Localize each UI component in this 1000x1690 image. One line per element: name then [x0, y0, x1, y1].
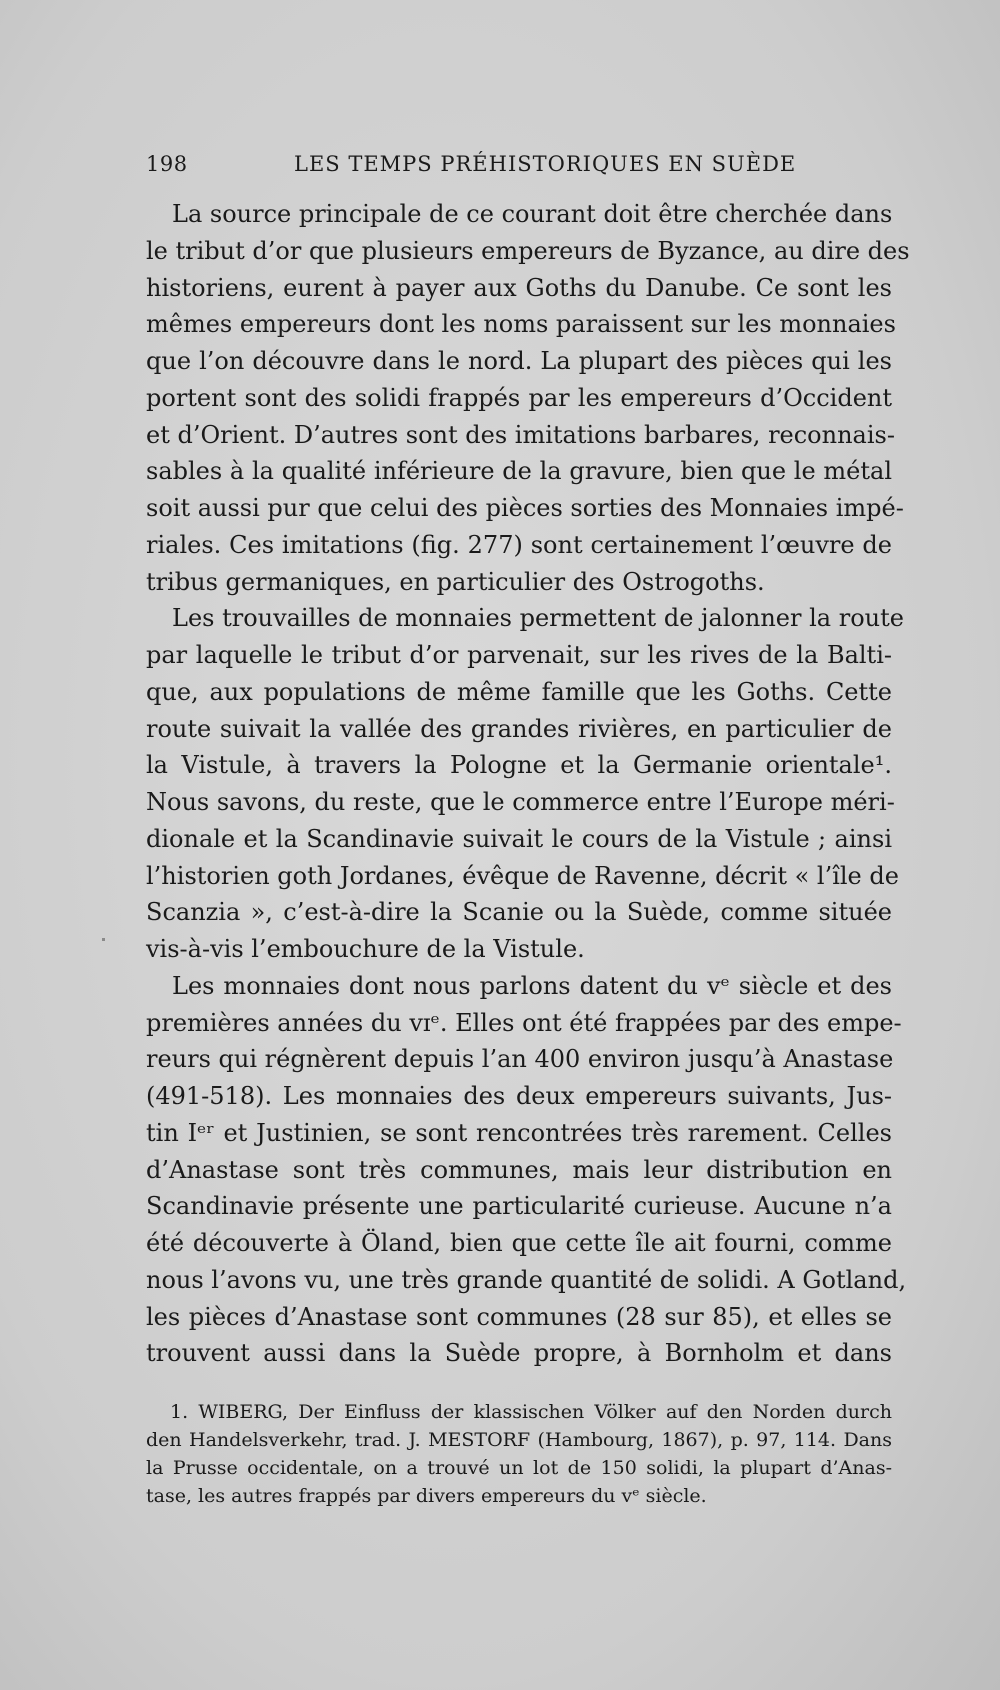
text-line: que, aux populations de même famille que les Goths. Cette: [146, 677, 892, 706]
page-number: 198: [146, 152, 188, 176]
text-line: le tribut d’or que plusieurs empereurs de Byzance, au dire des: [146, 236, 910, 265]
text-line: premières années du vɪᵉ. Elles ont été frappées par des empe-: [146, 1008, 902, 1037]
text-line: par laquelle le tribut d’or parvenait, sur les rives de la Balti-: [146, 641, 892, 669]
text-line: trouvent aussi dans la Suède propre, à Bornholm et dans: [146, 1339, 892, 1368]
text-line: sables à la qualité inférieure de la gravure, bien que le métal: [146, 457, 892, 486]
text-line: Les monnaies dont nous parlons datent du vᵉ siècle et des: [172, 971, 892, 1000]
text-line: portent sont des solidi frappés par les empereurs d’Occident: [146, 383, 892, 412]
footnotes: [146, 1398, 892, 1510]
text-line: été découverte à Öland, bien que cette île ait fourni, comme: [146, 1229, 892, 1257]
running-title: LES TEMPS PRÉHISTORIQUES EN SUÈDE: [294, 152, 797, 176]
text-line: historiens, eurent à payer aux Goths du Danube. Ce sont les: [146, 273, 892, 302]
text-line: nous l’avons vu, une très grande quantité de solidi. A Gotland,: [146, 1265, 907, 1294]
text-line: Scanzia », c’est-à-dire la Scanie ou la Suède, comme située: [146, 898, 892, 927]
body-text: [146, 196, 910, 1372]
text-line: La source principale de ce courant doit être cherchée dans: [172, 200, 893, 228]
footnote-line: den Handelsverkehr, trad. J. MESTORF (Hambourg, 1867), p. 97, 114. Dans: [146, 1429, 892, 1451]
text-line: l’historien goth Jordanes, évêque de Ravenne, décrit « l’île de: [146, 861, 899, 890]
footnote-line: la Prusse occidentale, on a trouvé un lot de 150 solidi, la plupart d’Anas-: [146, 1457, 892, 1479]
footnote-line: tase, les autres frappés par divers empereurs du vᵉ siècle.: [146, 1485, 707, 1507]
text-line: soit aussi pur que celui des pièces sorties des Monnaies impé-: [146, 494, 904, 522]
text-line: Les trouvailles de monnaies permettent de jalonner la route: [172, 604, 904, 633]
text-line: dionale et la Scandinavie suivait le cours de la Vistule ; ainsi: [146, 824, 892, 853]
page-header: [146, 152, 896, 182]
text-line: que l’on découvre dans le nord. La plupart des pièces qui les: [146, 347, 892, 375]
text-line: riales. Ces imitations (fig. 277) sont certainement l’œuvre de: [146, 530, 892, 559]
text-line: les pièces d’Anastase sont communes (28 sur 85), et elles se: [146, 1302, 892, 1331]
text-line: d’Anastase sont très communes, mais leur distribution en: [146, 1155, 892, 1184]
text-line: et d’Orient. D’autres sont des imitations barbares, reconnais-: [146, 420, 895, 449]
text-line: tin Iᵉʳ et Justinien, se sont rencontrées très rarement. Celles: [146, 1118, 892, 1147]
text-line: route suivait la vallée des grandes rivières, en particulier de: [146, 714, 892, 743]
scan-speck: [102, 938, 105, 941]
text-line: mêmes empereurs dont les noms paraissent sur les monnaies: [146, 310, 896, 339]
text-line: Nous savons, du reste, que le commerce entre l’Europe méri-: [146, 788, 895, 816]
text-line: vis-à-vis l’embouchure de la Vistule.: [146, 935, 585, 963]
text-line: reurs qui régnèrent depuis l’an 400 environ jusqu’à Anastase: [146, 1045, 894, 1074]
text-line: la Vistule, à travers la Pologne et la Germanie orientale¹.: [146, 751, 892, 780]
text-line: tribus germaniques, en particulier des Ostrogoths.: [146, 567, 765, 596]
text-line: (491-518). Les monnaies des deux empereurs suivants, Jus-: [146, 1082, 892, 1110]
text-line: Scandinavie présente une particularité curieuse. Aucune n’a: [146, 1192, 892, 1221]
footnote-line: 1. WIBERG, Der Einfluss der klassischen Völker auf den Norden durch: [170, 1401, 892, 1423]
